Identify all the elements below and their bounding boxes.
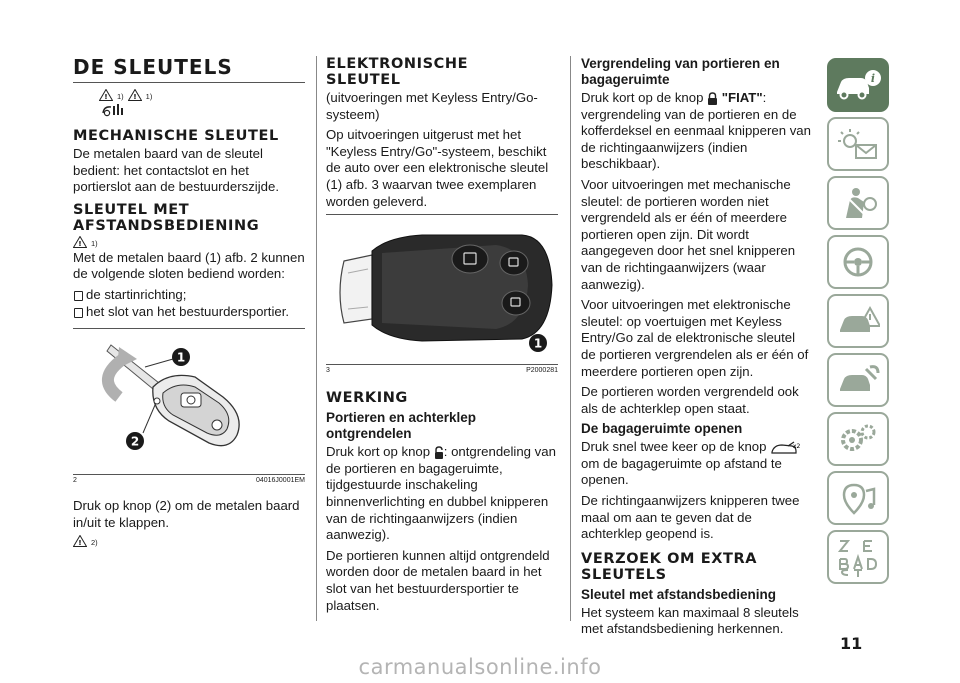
chapter-tabs <box>827 58 889 589</box>
remote-warning-ref <box>73 236 305 248</box>
figure-top-rule <box>326 214 558 215</box>
trunk-open-text-start: Druk snel twee keer op de knop <box>581 439 767 455</box>
trunk-open-text <box>581 439 813 489</box>
tab-multimedia[interactable] <box>827 471 889 525</box>
lock-text <box>581 90 813 173</box>
mechanical-key-heading: MECHANISCHE SLEUTEL <box>73 128 279 144</box>
warning-lights-icon <box>836 127 880 161</box>
lock-padlock-icon <box>707 92 718 106</box>
figure-bottom-rule <box>73 474 305 475</box>
svg-text:x2: x2 <box>793 442 801 450</box>
figure-3 <box>326 223 558 374</box>
column-separator-1 <box>316 56 317 621</box>
callout-1-label: 1 <box>533 336 543 351</box>
figure-top-rule <box>73 328 305 329</box>
callout-1-label: 1 <box>176 350 186 365</box>
unlock-padlock-icon <box>434 446 444 460</box>
environment-icon-row <box>101 103 305 122</box>
trunk-open-subheading: De bagageruimte openen <box>581 421 743 437</box>
index-letters-icon <box>836 537 880 577</box>
mechanical-key-text: De metalen baard van de sleutel bedient: het contactslot en het portierslot aan de bestuurderszijde. <box>73 146 279 195</box>
column-2 <box>326 56 558 618</box>
warning-triangle-icon <box>73 236 87 248</box>
page-number: 11 <box>840 634 863 653</box>
column-separator-2 <box>570 56 571 621</box>
figure-bottom-rule <box>326 364 558 365</box>
attention-triangle-icon <box>128 89 142 101</box>
steering-wheel-icon <box>836 245 880 279</box>
figure-caption <box>326 367 558 374</box>
max-keys-text: Het systeem kan maximaal 8 sleutels met afstandsbediening herkennen. <box>581 604 799 637</box>
tailgate-lock-text: De portieren worden vergrendeld ook als de achterklep open staat. <box>581 384 799 416</box>
unlock-subheading: Portieren en achterklep ontgrendelen <box>326 410 477 442</box>
trunk-open-text-end: om de bagageruimte op afstand te openen. <box>581 455 782 488</box>
figure-number: 3 <box>326 367 330 375</box>
warning-ref: 1) <box>117 92 124 101</box>
emergency-icon <box>836 304 880 338</box>
warning-ref: 2) <box>91 538 98 548</box>
unlock-text <box>326 444 558 544</box>
svg-text:!: ! <box>78 539 82 548</box>
svg-text:!: ! <box>104 93 108 101</box>
figure-caption <box>73 477 305 484</box>
tab-index[interactable] <box>827 530 889 584</box>
mechanical-unlock-text: De portieren kunnen altijd ontgrendeld worden door de metalen baard in het slot van het bestuurdersportier te plaatsen. <box>326 547 550 613</box>
callout-2-label: 2 <box>130 434 140 449</box>
remote-key-illustration <box>73 337 305 469</box>
blade-button-text: Druk op knop (2) om de metalen baard in/uit te klappen. <box>73 498 300 530</box>
environment-recycle-icon <box>101 103 125 117</box>
warning-refs <box>99 89 305 101</box>
remote-key-subheading: Sleutel met afstandsbediening <box>581 586 777 602</box>
lock-list <box>73 287 305 320</box>
lock-text-end: : vergrendeling van de portieren en de kofferdeksel en eenmaal knipperen van de richtingaanwijzers (indien beschikbaar). <box>581 90 811 172</box>
figure-number: 2 <box>73 477 77 485</box>
title-rule <box>73 82 305 83</box>
figure-code: 04016J0001EM <box>255 477 305 485</box>
electronic-key-illustration <box>326 223 558 359</box>
column-1 <box>73 56 305 549</box>
page-title: DE SLEUTELS <box>73 55 233 79</box>
tab-warning-lights[interactable] <box>827 117 889 171</box>
warning-ref: 1) <box>91 238 98 248</box>
figure-code: P2000281 <box>526 367 558 375</box>
seat-safety-icon <box>836 186 880 220</box>
lock-subheading: Vergrendeling van portieren en bagageruimte <box>581 56 780 87</box>
keyless-description-text: Op uitvoeringen uitgerust met het "Keyless Entry/Go"-systeem, beschikt de auto over een elektronische sleutel (1) afb. 3 waarvan twee exemplaren worden geleverd. <box>326 127 549 209</box>
operation-heading: WERKING <box>326 390 408 407</box>
maintenance-icon <box>836 363 880 397</box>
tab-starting-driving[interactable] <box>827 235 889 289</box>
unlock-text-end: : ontgrendeling van de portieren en bagageruimte, tijdgestuurde inschakeling binnenverlichting en dubbel knipperen van de richtingaanwijzers (indien aanwezig). <box>326 444 556 543</box>
extra-keys-heading: VERZOEK OM EXTRA SLEUTELS <box>581 550 758 583</box>
mechanical-lock-text: Voor uitvoeringen met mechanische sleutel: de portieren worden niet vergrendeld als er één of meerdere portieren open zijn. Dit wordt aangegeven door het snel knipperen van de richtingaanwijzers (waar aanwezig). <box>581 176 796 292</box>
tab-emergency[interactable] <box>827 294 889 348</box>
blade-warning-ref <box>73 535 305 547</box>
electronic-key-heading: ELEKTRONISCHE SLEUTEL <box>326 56 469 88</box>
svg-text:!: ! <box>78 239 82 248</box>
svg-text:i: i <box>870 72 876 85</box>
list-item: het slot van het bestuurdersportier. <box>73 304 305 321</box>
multimedia-icon <box>836 481 880 515</box>
tab-maintenance[interactable] <box>827 353 889 407</box>
svg-text:!: ! <box>133 93 137 101</box>
brand-button-label: "FIAT" <box>721 90 763 105</box>
warning-triangle-icon <box>73 535 87 547</box>
gears-icon <box>836 422 880 456</box>
electronic-lock-text: Voor uitvoeringen met elektronische sleutel: op voertuigen met Keyless Entry/Go zal de elektronische sleutel de portieren vergrendelen als er één of meerdere portieren open zijn. <box>581 297 809 379</box>
warning-triangle-icon <box>99 89 113 101</box>
remote-key-heading: SLEUTEL MET AFSTANDSBEDIENING <box>73 201 260 234</box>
unlock-text-start: Druk kort op knop <box>326 444 431 460</box>
trunk-double-press-icon <box>770 440 800 456</box>
column-3 <box>581 56 813 642</box>
figure-2 <box>73 337 305 484</box>
tab-safety[interactable] <box>827 176 889 230</box>
attention-ref: 1) <box>145 92 153 101</box>
trunk-indicator-text: De richtingaanwijzers knipperen twee maal om aan te geven dat de achterklep geopend is. <box>581 493 800 542</box>
watermark: carmanualsonline.info <box>358 655 602 679</box>
car-info-icon <box>833 68 883 102</box>
lock-text-start: Druk kort op de knop <box>581 90 704 105</box>
list-item: de startinrichting; <box>73 287 305 304</box>
tab-technical-data[interactable] <box>827 412 889 466</box>
keyless-versions-text: (uitvoeringen met Keyless Entry/Go-systeem) <box>326 90 538 122</box>
remote-key-text: Met de metalen baard (1) afb. 2 kunnen de volgende sloten bediend worden: <box>73 249 305 282</box>
tab-vehicle-info[interactable] <box>827 58 889 112</box>
